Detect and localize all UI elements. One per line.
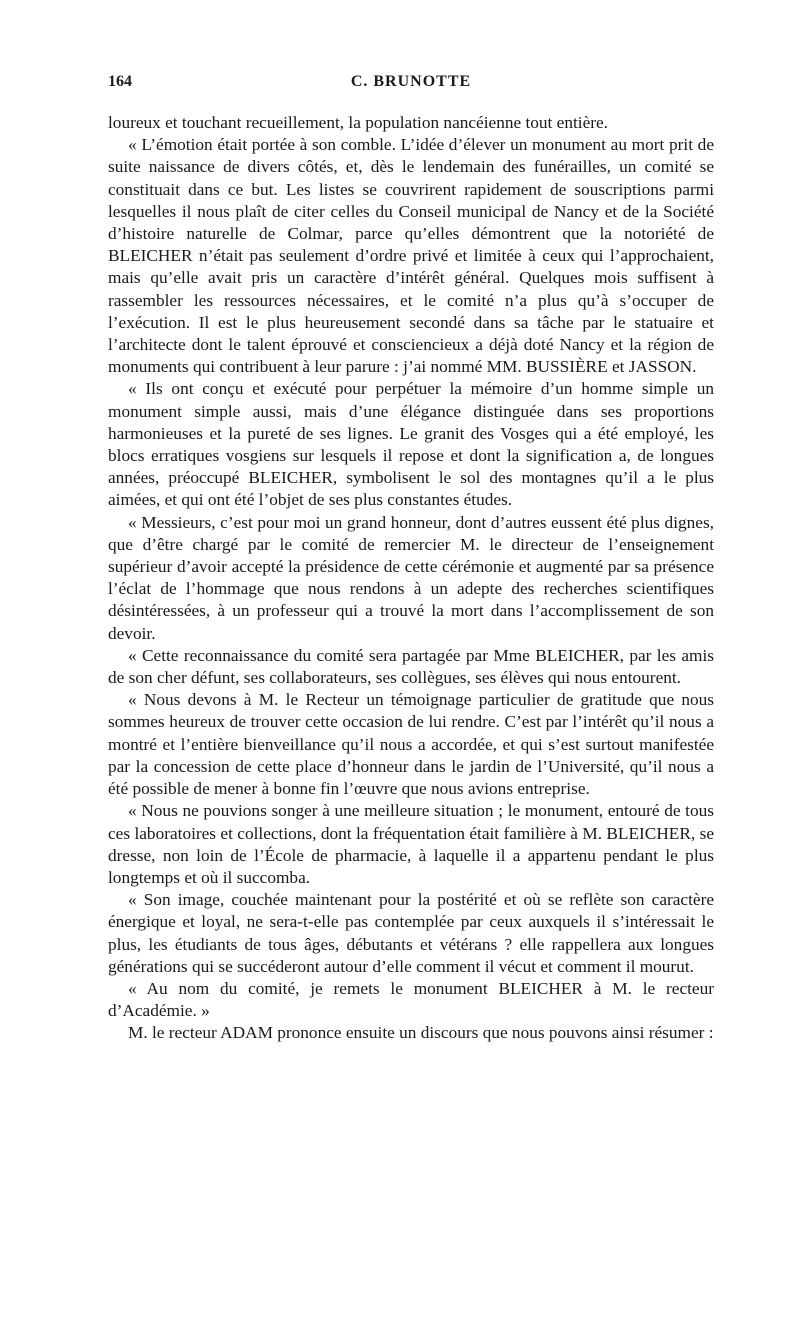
paragraph: « Son image, couchée maintenant pour la postérité et où se reflète son caractère énergique et loyal, ne sera-t-elle pas contemplée par ceux auxquels il s’intéressait le plus, les étudiants de tous âges, débutants et vétérans ? elle rappellera aux longues générations qui se succéderont autour d’elle comment il vécut et comment il mourut.	[108, 890, 714, 976]
paragraph: « Au nom du comité, je remets le monument BLEICHER à M. le recteur d’Académie. »	[108, 978, 714, 1021]
paragraph: « Nous ne pouvions songer à une meilleure situation ; le monument, entouré de tous ces laboratoires et collections, dont la fréquentation était familière à M. BLEICHER, se dresse, non loin de l’École de pharmacie, à laquelle il a appartenu pendant le plus longtemps et où il succomba.	[108, 801, 714, 887]
paragraph: loureux et touchant recueillement, la population nancéienne tout entière.	[108, 113, 609, 132]
page-header	[108, 73, 714, 95]
body-text	[108, 112, 714, 1045]
page-number: 164	[108, 73, 132, 90]
paragraph: « Ils ont conçu et exécuté pour perpétuer la mémoire d’un homme simple un monument simple aussi, mais d’une élégance distinguée dans ses proportions harmonieuses et la pureté de ses lignes. Le granit des Vosges qui a été employé, les blocs erratiques vosgiens sur lesquels il repose et dont la signification a, de longues années, préoccupé BLEICHER, symbolisent le sol des montagnes qu’il a le plus aimées, et qui ont été l’objet de ses plus constantes études.	[108, 379, 714, 510]
running-title: C. BRUNOTTE	[350, 73, 472, 90]
paragraph: M. le recteur ADAM prononce ensuite un discours que nous pouvons ainsi résumer :	[128, 1023, 714, 1043]
paragraph: « L’émotion était portée à son comble. L’idée d’élever un monument au mort prit de suite naissance de divers côtés, et, dès le lendemain des funérailles, un comité se constituait dans ce but. Les listes se couvrirent rapidement de souscriptions parmi lesquelles il nous plaît de citer celles du Conseil municipal de Nancy et de la Société d’histoire naturelle de Colmar, parce qu’elles démontrent que la notoriété de BLEICHER n’était pas seulement d’ordre privé et limitée à ceux qui l’approchaient, mais qu’elle avait pris un caractère d’intérêt général. Quelques mois suffisent à rassembler les ressources nécessaires, et le comité n’a plus qu’à s’occuper de l’exécution. Il est le plus heureusement secondé dans sa tâche par le statuaire et l’architecte dont le talent éprouvé et consciencieux a déjà doté Nancy et la région de monuments qui contribuent à leur parure : j’ai nommé MM. BUSSIÈRE et JASSON.	[108, 135, 714, 377]
paragraph: « Nous devons à M. le Recteur un témoignage particulier de gratitude que nous sommes heureux de trouver cette occasion de lui rendre. C’est par l’intérêt qu’il nous a montré et l’entière bienveillance qu’il nous a accordée, et qui s’est surtout manifestée par la concession de cette place d’honneur dans le jardin de l’Université, qu’il nous a été possible de mener à bonne fin l’œuvre que nous avions entreprise.	[108, 690, 714, 799]
paragraph: « Cette reconnaissance du comité sera partagée par Mme BLEICHER, par les amis de son cher défunt, ses collaborateurs, ses collègues, ses élèves qui nous entourent.	[108, 645, 714, 688]
paragraph: « Messieurs, c’est pour moi un grand honneur, dont d’autres eussent été plus dignes, que d’être chargé par le comité de remercier M. le directeur de l’enseignement supérieur d’avoir accepté la présidence de cette cérémonie et augmenté par sa présence l’éclat de l’hommage que nous rendons à un adepte des recherches scientifiques désintéressées, à un professeur qui a trouvé la mort dans l’accomplissement de son devoir.	[108, 512, 714, 643]
